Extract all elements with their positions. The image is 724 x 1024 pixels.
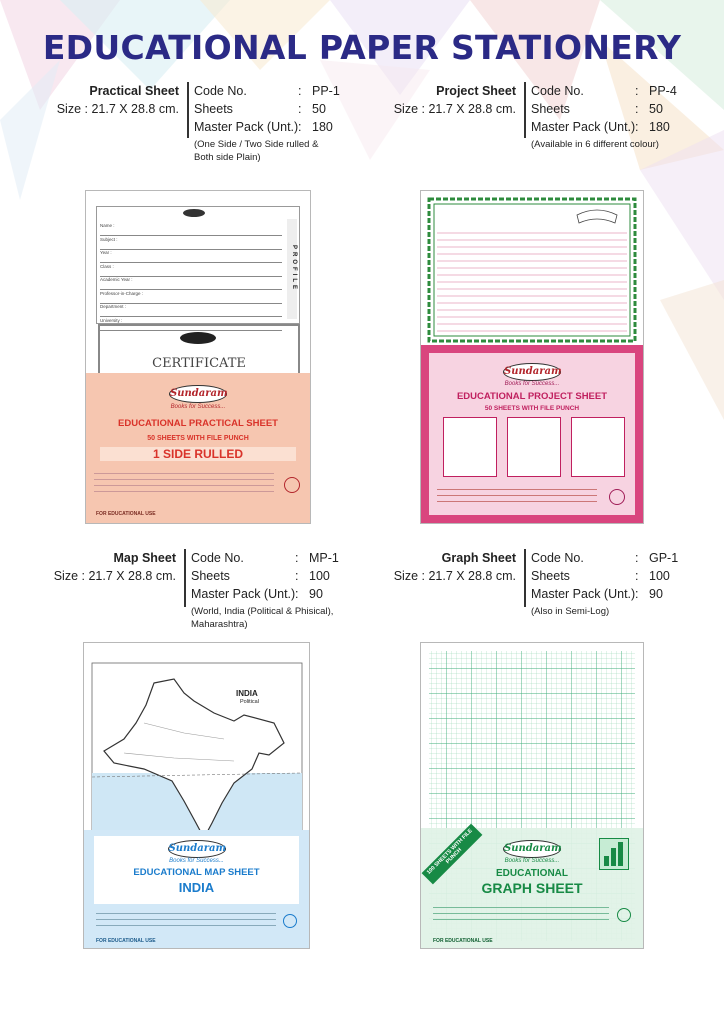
- cover-footer: FOR EDUCATIONAL USE: [433, 938, 493, 944]
- cover-highlight: GRAPH SHEET: [481, 880, 583, 896]
- divider: [184, 549, 186, 607]
- divider: [524, 82, 526, 138]
- tagline: Books for Success...: [504, 381, 560, 387]
- code-value: PP-1: [312, 84, 340, 98]
- tagline: Books for Success...: [169, 858, 224, 864]
- form-field-label: University :: [100, 317, 123, 323]
- product-name: Practical Sheet: [89, 84, 179, 98]
- colon: :: [635, 84, 639, 98]
- divider: [524, 549, 526, 607]
- master-pack-label: Master Pack (Unt.): [531, 120, 636, 134]
- product-note: (World, India (Political & Phisical), Maharashtra): [191, 606, 334, 630]
- spec-rows: [194, 82, 340, 164]
- colon: :: [295, 587, 299, 601]
- map-cover: [84, 830, 309, 948]
- form-field: [100, 237, 282, 250]
- master-pack-value: 90: [649, 587, 663, 601]
- sample-page-2: [507, 417, 561, 477]
- sample-page-1: [443, 417, 497, 477]
- cover-title: EDUCATIONAL PROJECT SHEET: [456, 391, 608, 402]
- map-sublabel: Political: [240, 699, 259, 705]
- form-field-label: Academic Year :: [100, 277, 133, 282]
- sheets-label: Sheets: [194, 102, 233, 116]
- map-label: INDIA: [236, 689, 258, 698]
- sample-page-3: [571, 417, 625, 477]
- cover-inner: [429, 353, 635, 515]
- product-note: (Available in 6 different colour): [531, 139, 659, 150]
- form-field-label: Subject :: [100, 236, 118, 242]
- code-label: Code No.: [194, 84, 247, 98]
- product-note: (Also in Semi-Log): [531, 606, 610, 617]
- product-name: Map Sheet: [113, 551, 176, 565]
- code-label: Code No.: [191, 551, 244, 565]
- page-title: EDUCATIONAL PAPER STATIONERY: [42, 28, 682, 67]
- code-value: GP-1: [649, 551, 679, 565]
- product-size: Size : 21.7 X 28.8 cm.: [53, 569, 176, 583]
- colon: :: [295, 569, 299, 583]
- map-sheet-pack: [83, 642, 310, 949]
- cover-title: EDUCATIONAL MAP SHEET: [133, 867, 260, 878]
- ruled-lines: [437, 231, 627, 341]
- spec-left-practical: [57, 82, 179, 118]
- practical-sheet-pack: [85, 190, 311, 524]
- colon: :: [635, 569, 639, 583]
- colon: :: [298, 120, 302, 134]
- sundaram-logo: Sundaram: [169, 385, 227, 403]
- product-size: Size : 21.7 X 28.8 cm.: [393, 569, 516, 583]
- cover-inner: [94, 836, 299, 904]
- form-field-label: Year :: [100, 250, 112, 255]
- form-field-label: Department :: [100, 304, 127, 309]
- barcode-seal: [617, 908, 631, 922]
- colon: :: [298, 102, 302, 116]
- form-field: [100, 223, 282, 236]
- form-field: [100, 277, 282, 290]
- sheets-value: 100: [649, 569, 670, 583]
- spec-rows: [531, 549, 679, 618]
- product-size: Size : 21.7 X 28.8 cm.: [393, 102, 516, 116]
- sundaram-logo: Sundaram: [168, 840, 226, 858]
- spec-left-map: [54, 549, 176, 585]
- colon: :: [635, 587, 639, 601]
- company-block: [433, 904, 609, 926]
- tagline: Books for Success...: [170, 404, 226, 410]
- master-pack-value: 90: [309, 587, 323, 601]
- sheets-label: Sheets: [531, 569, 570, 583]
- form-field: [100, 291, 282, 304]
- cover-footer: FOR EDUCATIONAL USE: [96, 511, 156, 517]
- sheets-label: Sheets: [191, 569, 230, 583]
- cover-highlight: 1 SIDE RULLED: [100, 447, 296, 461]
- cover-title: EDUCATIONAL: [495, 868, 569, 879]
- profile-label: PROFILE: [287, 219, 297, 319]
- form-field: [100, 250, 282, 263]
- colon: :: [298, 84, 302, 98]
- code-value: PP-4: [649, 84, 677, 98]
- sheets-value: 50: [312, 102, 326, 116]
- code-label: Code No.: [531, 551, 584, 565]
- colon: :: [635, 102, 639, 116]
- product-name: Graph Sheet: [441, 551, 516, 565]
- cover-highlight: INDIA: [178, 880, 215, 895]
- form-field-label: Professor-in-Charge :: [100, 290, 144, 296]
- project-sheet-pack: [420, 190, 644, 524]
- barcode-seal: [284, 477, 300, 493]
- company-block: [437, 485, 597, 509]
- cover-title: EDUCATIONAL PRACTICAL SHEET: [118, 418, 278, 429]
- practical-form: [96, 206, 300, 324]
- spec-rows: [191, 549, 351, 631]
- sheets-label: Sheets: [531, 102, 570, 116]
- sundaram-logo-small: [180, 332, 216, 344]
- product-name: Project Sheet: [436, 84, 516, 98]
- bar-chart-icon: [599, 838, 629, 870]
- barcode-seal: [283, 914, 297, 928]
- form-field-label: Name :: [100, 223, 115, 228]
- code-label: Code No.: [531, 84, 584, 98]
- spec-rows: [531, 82, 677, 151]
- spec-left-graph: [394, 549, 516, 585]
- tagline: Books for Success...: [504, 858, 560, 864]
- company-block: [94, 469, 274, 497]
- master-pack-label: Master Pack (Unt.): [191, 587, 296, 601]
- barcode-seal: [609, 489, 625, 505]
- spec-left-project: [394, 82, 516, 118]
- cover-subtitle: 50 SHEETS WITH FILE PUNCH: [484, 405, 580, 412]
- cover-ribbon: 100 SHEETS WITH FILE PUNCH: [422, 824, 483, 885]
- sundaram-logo-small: [183, 209, 205, 217]
- graph-cover: [421, 828, 643, 948]
- practical-cover: [86, 373, 310, 523]
- product-note: (One Side / Two Side rulled & Both side Plain): [194, 139, 319, 163]
- sheets-value: 50: [649, 102, 663, 116]
- company-block: [96, 910, 276, 932]
- cover-subtitle: 50 SHEETS WITH FILE PUNCH: [147, 435, 249, 442]
- colon: :: [295, 551, 299, 565]
- form-fields: [100, 223, 282, 331]
- form-field: [100, 304, 282, 317]
- graph-sheet-pack: [420, 642, 644, 949]
- divider: [187, 82, 189, 138]
- project-cover: [421, 345, 643, 523]
- master-pack-value: 180: [649, 120, 670, 134]
- master-pack-label: Master Pack (Unt.): [531, 587, 636, 601]
- sundaram-logo: Sundaram: [503, 840, 561, 858]
- form-field-label: Class :: [100, 263, 114, 269]
- colon: :: [635, 120, 639, 134]
- india-map: [84, 643, 309, 843]
- sundaram-logo: Sundaram: [503, 363, 561, 381]
- form-field: [100, 264, 282, 277]
- code-value: MP-1: [309, 551, 339, 565]
- colon: :: [635, 551, 639, 565]
- certificate-title: CERTIFICATE: [152, 356, 246, 371]
- sheets-value: 100: [309, 569, 330, 583]
- master-pack-label: Master Pack (Unt.): [194, 120, 299, 134]
- product-size: Size : 21.7 X 28.8 cm.: [56, 102, 179, 116]
- master-pack-value: 180: [312, 120, 333, 134]
- cover-footer: FOR EDUCATIONAL USE: [96, 938, 156, 944]
